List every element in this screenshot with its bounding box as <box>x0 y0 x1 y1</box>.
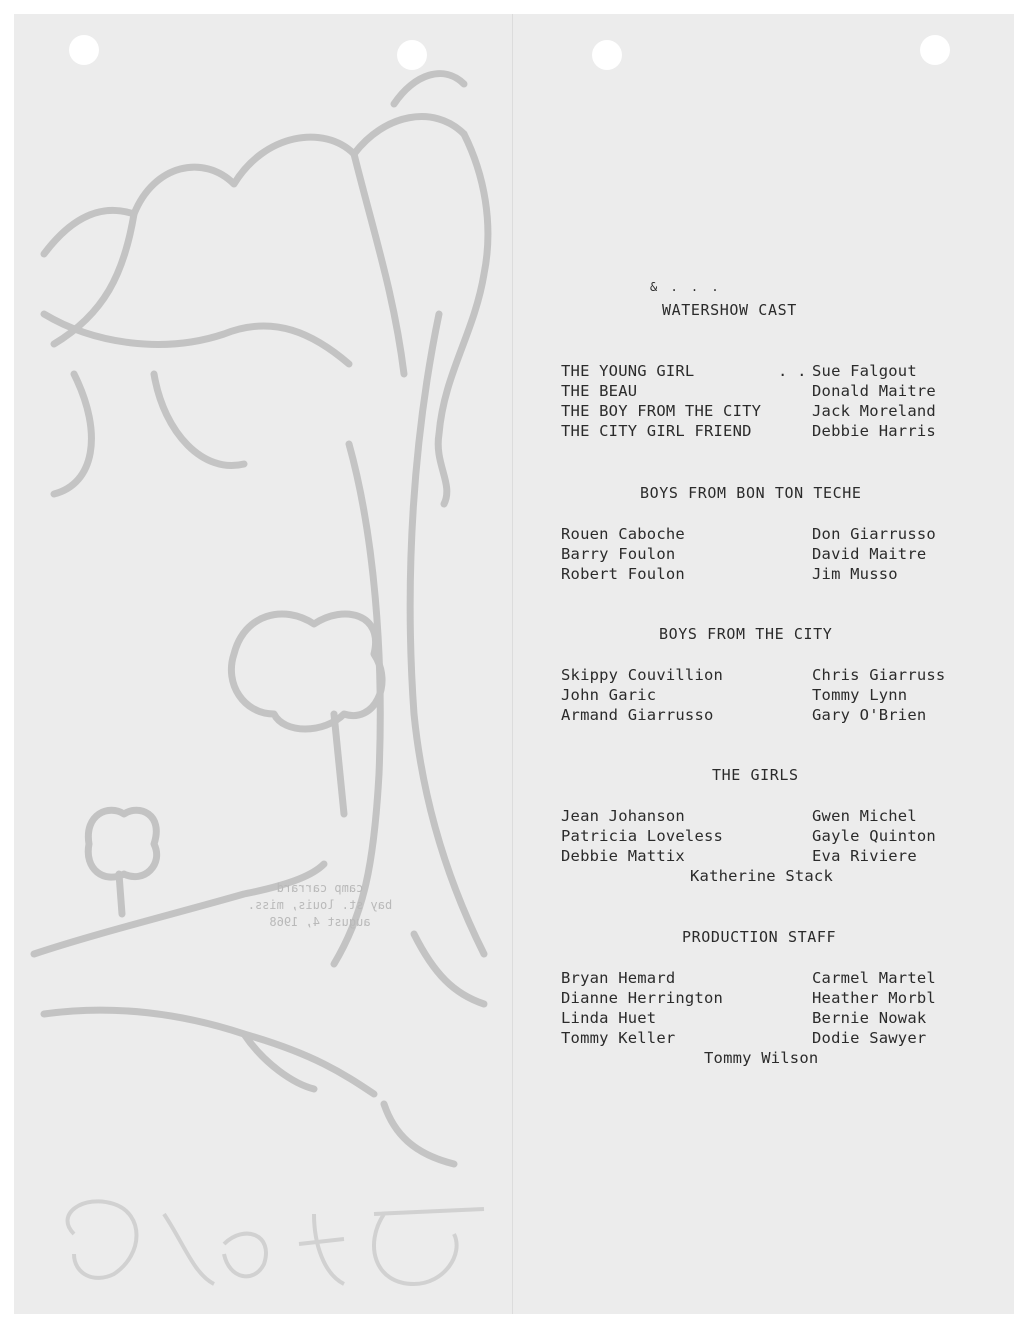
cast-name: Rouen Caboche <box>561 525 685 543</box>
backside-title <box>40 1175 480 1245</box>
staff-name: Dodie Sawyer <box>812 1029 927 1047</box>
backside-stamp-line: bay st. louis, miss. <box>247 898 393 912</box>
cast-name: Gary O'Brien <box>812 706 927 724</box>
staff-name: Tommy Keller <box>561 1029 676 1047</box>
cast-name: Eva Riviere <box>812 847 917 865</box>
role-label: THE CITY GIRL FRIEND <box>561 422 752 440</box>
cast-name: Gayle Quinton <box>812 827 936 845</box>
actor-name: Debbie Harris <box>812 422 936 440</box>
cast-name: Armand Giarrusso <box>561 706 714 724</box>
role-label: THE BOY FROM THE CITY <box>561 402 762 420</box>
role-label: THE BEAU <box>561 382 638 400</box>
staff-name: Heather Morbl <box>812 989 936 1007</box>
cast-name-centered: Katherine Stack <box>690 867 833 885</box>
tree-sketch-icon <box>14 14 512 1314</box>
backside-stamp-line: august 4, 1968 <box>269 915 371 929</box>
program-panel <box>514 14 1014 1314</box>
cast-name: Don Giarrusso <box>812 525 936 543</box>
backside-stamp-line: camp carrard <box>276 881 364 895</box>
staff-name: Carmel Martel <box>812 969 936 987</box>
section-heading: BOYS FROM THE CITY <box>659 625 833 643</box>
cast-name: Barry Foulon <box>561 545 676 563</box>
cast-name: Robert Foulon <box>561 565 685 583</box>
cast-name: Jean Johanson <box>561 807 685 825</box>
cast-name: Gwen Michel <box>812 807 917 825</box>
cast-name: John Garic <box>561 686 657 704</box>
page-title: WATERSHOW CAST <box>662 301 797 319</box>
staff-name-centered: Tommy Wilson <box>704 1049 819 1067</box>
staff-name: Linda Huet <box>561 1009 657 1027</box>
role-dots: . . <box>778 362 807 380</box>
cast-name: Debbie Mattix <box>561 847 685 865</box>
cast-name: Skippy Couvillion <box>561 666 724 684</box>
staff-name: Bernie Nowak <box>812 1009 927 1027</box>
cast-name: Jim Musso <box>812 565 898 583</box>
backside-stamp <box>230 880 410 931</box>
role-label: THE YOUNG GIRL <box>561 362 695 380</box>
cast-name: Tommy Lynn <box>812 686 908 704</box>
staff-name: Dianne Herrington <box>561 989 724 1007</box>
fold-line <box>512 14 513 1314</box>
actor-name: Sue Falgout <box>812 362 917 380</box>
cast-name: David Maitre <box>812 545 927 563</box>
section-heading: BOYS FROM BON TON TECHE <box>640 484 862 502</box>
actor-name: Donald Maitre <box>812 382 936 400</box>
actor-name: Jack Moreland <box>812 402 936 420</box>
cast-name: Chris Giarruss <box>812 666 946 684</box>
section-heading: THE GIRLS <box>712 766 799 784</box>
section-heading: PRODUCTION STAFF <box>682 928 837 946</box>
staff-name: Bryan Hemard <box>561 969 676 987</box>
ink-smudge: & . . . <box>650 280 722 294</box>
cast-name: Patricia Loveless <box>561 827 724 845</box>
